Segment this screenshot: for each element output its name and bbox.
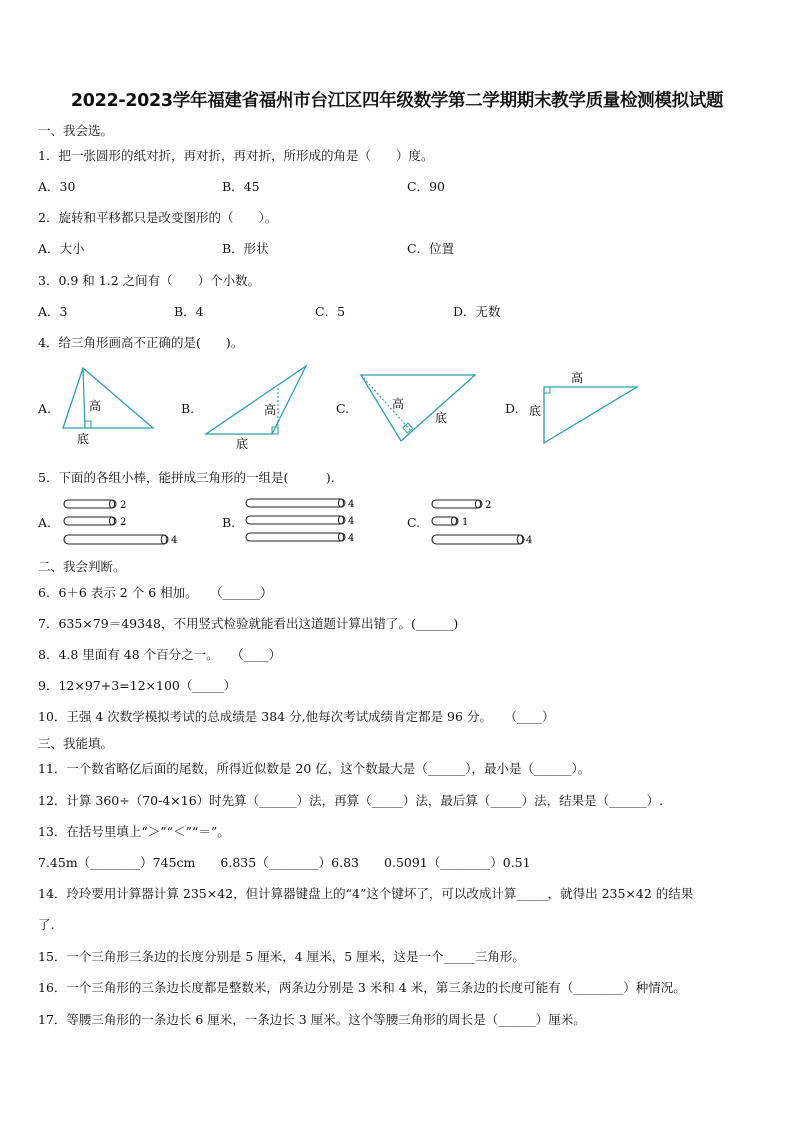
question-6: 6．6＋6 表示 2 个 6 相加。 （______） [38, 585, 273, 600]
q3-option-c: C．5 [315, 304, 346, 319]
q5a-stick-3-label: 4 [171, 535, 178, 546]
q5b-stick-3-label: 4 [348, 533, 355, 544]
question-5: 5．下面的各组小棒，能拼成三角形的一组是( ). [38, 470, 335, 485]
question-1: 1．把一张圆形的纸对折，再对折，再对折，所形成的角是（ ）度。 [38, 148, 434, 163]
q4-option-a: A. [38, 401, 52, 416]
question-2: 2．旋转和平移都只是改变图形的（ ）。 [38, 210, 278, 225]
q1-option-c: C．90 [407, 179, 445, 194]
question-16: 16．一个三角形的三条边长度都是整数米，两条边分别是 3 米和 4 米，第三条边的长度可能有（________）种情况。 [38, 980, 686, 995]
q2-option-a: A．大小 [38, 241, 85, 256]
q4-triangle-b [200, 362, 312, 450]
question-4: 4．给三角形画高不正确的是( )。 [38, 335, 244, 350]
question-17: 17．等腰三角形的一条边长 6 厘米，一条边长 3 厘米。这个等腰三角形的周长是（______）厘米。 [38, 1012, 586, 1027]
q1-option-b: B．45 [222, 179, 260, 194]
q4a-base-label: 底 [77, 432, 90, 446]
q3-option-b: B．4 [174, 304, 204, 319]
q5c-stick-1-label: 2 [485, 500, 492, 511]
q5-sticks-a [60, 497, 180, 549]
q4d-height-label: 高 [571, 371, 584, 385]
q5-sticks-c [428, 497, 538, 549]
question-12: 12．计算 360÷（70-4×16）时先算（______）法，再算（_____）法，最后算（_____）法，结果是（______）. [38, 793, 664, 808]
q1-option-a: A．30 [38, 179, 76, 194]
question-13: 13．在括号里填上“＞”“＜”“＝”。 [38, 824, 230, 839]
q4c-base-label: 底 [435, 411, 448, 425]
q5c-stick-2-label: 1 [462, 517, 469, 528]
q3-option-d: D．无数 [453, 304, 501, 319]
section-heading-1: 一、我会选。 [38, 123, 114, 138]
question-9: 9．12×97+3=12×100（_____） [38, 678, 237, 693]
question-11: 11．一个数省略亿后面的尾数，所得近似数是 20 亿，这个数最大是（______），最小是（______）。 [38, 761, 591, 776]
question-7: 7．635×79＝49348，不用竖式检验就能看出这道题计算出错了。(______) [38, 616, 459, 631]
q4-triangle-a [55, 363, 160, 448]
q4-option-c: C. [336, 401, 350, 416]
q5b-stick-1-label: 4 [348, 499, 355, 510]
question-14-continued: 了. [38, 917, 55, 932]
q5a-stick-1-label: 2 [120, 500, 127, 511]
q5-option-a: A. [38, 515, 52, 530]
q5b-stick-2-label: 4 [348, 516, 355, 527]
q3-option-a: A．3 [38, 304, 68, 319]
q5-option-b: B. [222, 515, 236, 530]
question-15: 15．一个三角形三条边的长度分别是 5 厘米，4 厘米，5 厘米，这是一个_____三角形。 [38, 949, 525, 964]
q5a-stick-2-label: 2 [120, 517, 127, 528]
q2-option-b: B．形状 [222, 241, 269, 256]
q4-option-b: B. [181, 401, 195, 416]
section-heading-2: 二、我会判断。 [38, 559, 126, 574]
question-8: 8．4.8 里面有 48 个百分之一。 （____） [38, 647, 282, 662]
q4c-height-label: 高 [392, 397, 405, 411]
question-13-items: 7.45m（________）745cm 6.835（________）6.83 0.5091（________）0.51 [38, 855, 531, 870]
question-3: 3．0.9 和 1.2 之间有（ ）个小数。 [38, 273, 261, 288]
q4a-height-label: 高 [89, 399, 102, 413]
q4-option-d: D. [505, 401, 519, 416]
q5-option-c: C. [407, 515, 421, 530]
q4-triangle-d [525, 366, 640, 448]
q4-triangle-c [355, 370, 480, 448]
section-heading-3: 三、我能填。 [38, 736, 114, 751]
q5c-stick-3-label: 4 [526, 535, 533, 546]
question-10: 10．王强 4 次数学模拟考试的总成绩是 384 分,他每次考试成绩肯定都是 96 分。 （____） [38, 709, 555, 724]
page-title: 2022-2023学年福建省福州市台江区四年级数学第二学期期末教学质量检测模拟试题 [70, 91, 724, 111]
q4b-height-label: 高 [264, 403, 277, 417]
q4d-base-label: 底 [529, 404, 542, 418]
q4b-base-label: 底 [236, 437, 249, 450]
q2-option-c: C．位置 [407, 241, 455, 256]
question-14: 14．玲玲要用计算器计算 235×42，但计算器键盘上的“4”这个键坏了，可以改成计算_____，就得出 235×42 的结果 [38, 886, 694, 901]
q5-sticks-b [243, 496, 361, 546]
